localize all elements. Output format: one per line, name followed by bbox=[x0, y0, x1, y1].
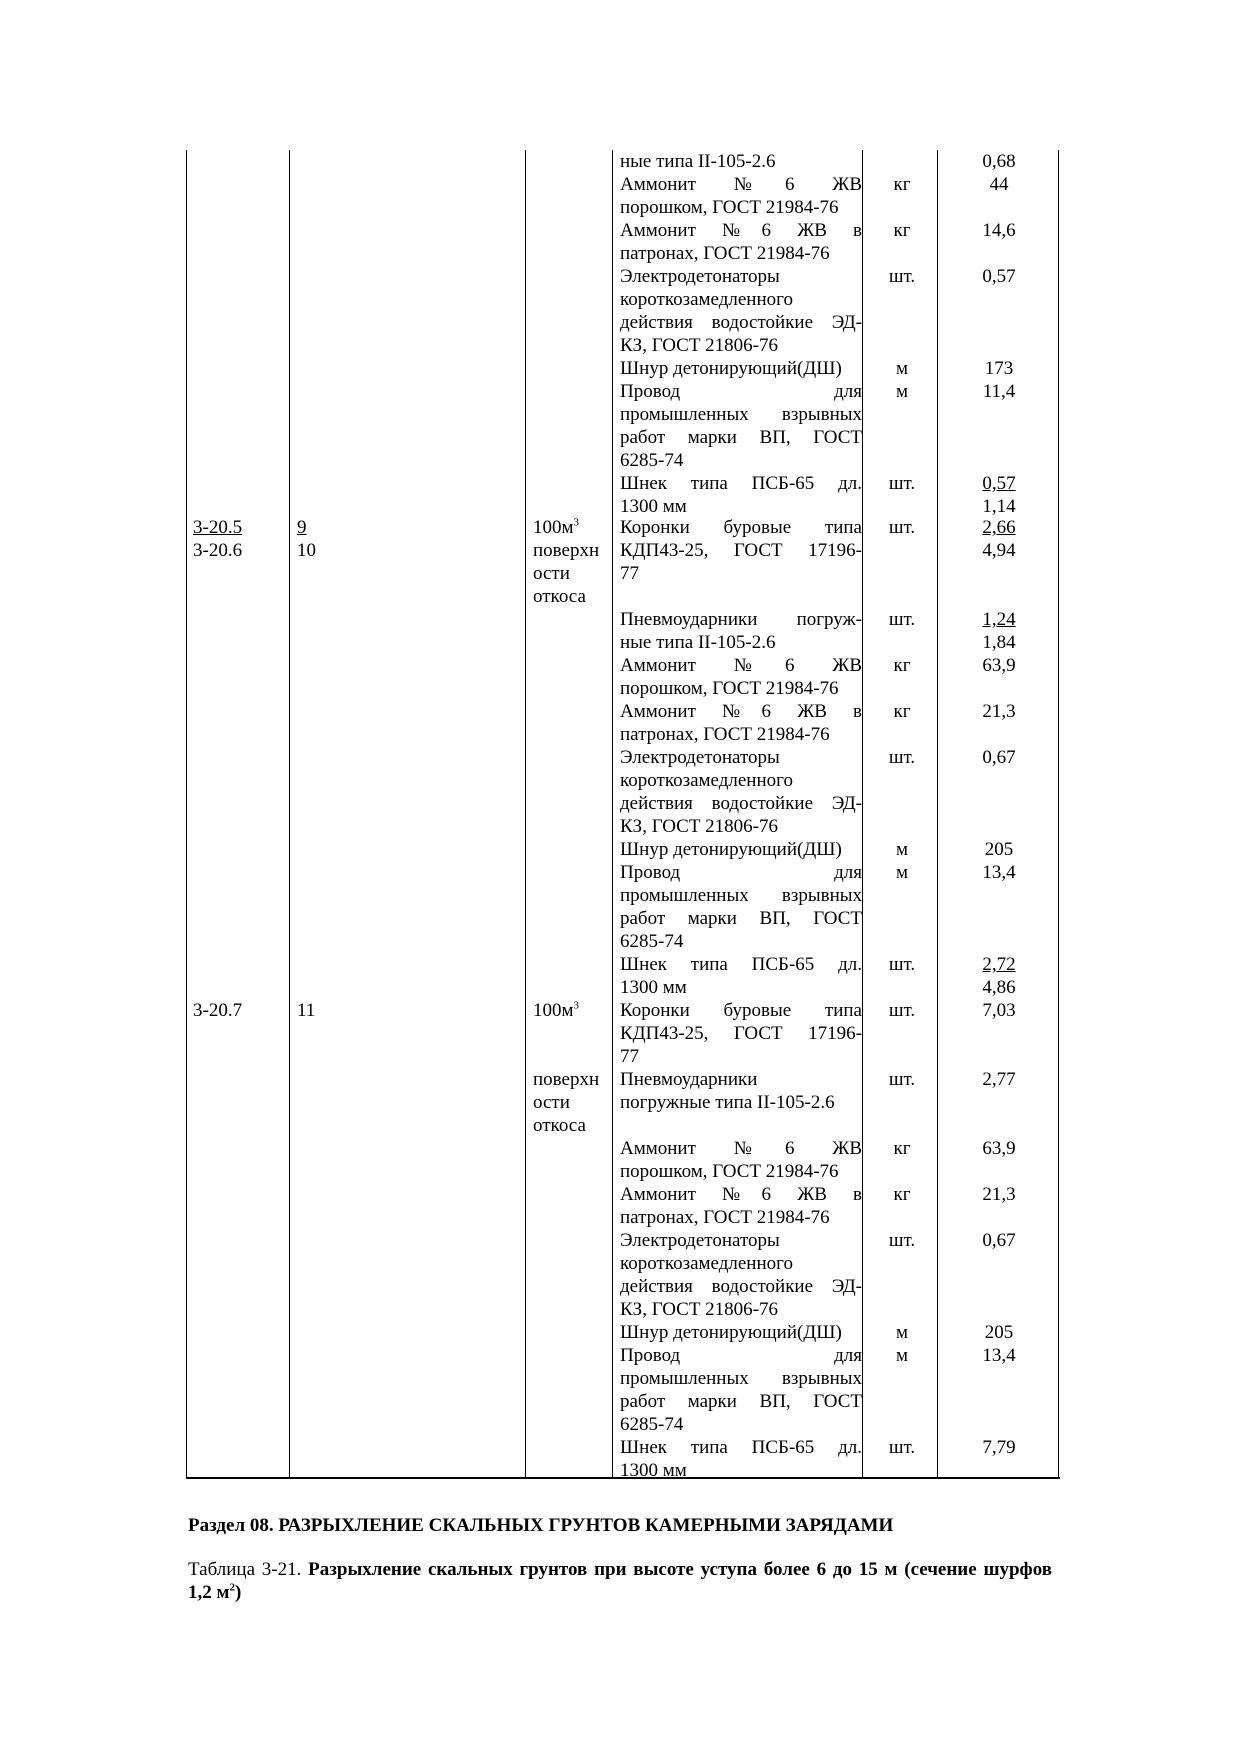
description-line: Шнек типа ПСБ-65 дл. bbox=[620, 1437, 862, 1458]
description-line: Аммонит №6 ЖВ bbox=[620, 174, 862, 195]
measure-unit: шт. bbox=[888, 473, 916, 494]
unit-line: поверхн bbox=[533, 1069, 600, 1090]
description-line: патронах, ГОСТ 21984-76 bbox=[620, 724, 830, 745]
description-line: Шнур детонирующий(ДШ) bbox=[620, 839, 842, 860]
quantity-primary: 173 bbox=[984, 358, 1014, 379]
description-line: 6285-74 bbox=[620, 931, 684, 952]
material-description bbox=[620, 1344, 862, 1436]
quantity-primary: 13,4 bbox=[982, 1345, 1016, 1366]
description-line: порошком, ГОСТ 21984-76 bbox=[620, 197, 839, 218]
table-unit-cell bbox=[533, 999, 579, 1022]
measure-unit: кг bbox=[893, 701, 911, 722]
table-col-rule bbox=[612, 150, 613, 1478]
quantity-primary: 11,4 bbox=[982, 381, 1016, 402]
number-11: 11 bbox=[297, 1000, 316, 1021]
measure-unit: кг bbox=[893, 1138, 911, 1159]
material-description bbox=[620, 999, 862, 1068]
unit-line: ости bbox=[533, 563, 570, 584]
measure-unit: шт. bbox=[888, 954, 916, 975]
material-description bbox=[620, 472, 862, 518]
table-col-rule bbox=[1058, 150, 1059, 1478]
description-line: патронах, ГОСТ 21984-76 bbox=[620, 243, 830, 264]
number-9: 9 bbox=[297, 517, 307, 538]
description-line: Шнек типа ПСБ-65 дл. bbox=[620, 473, 862, 494]
quantity-secondary: 1,84 bbox=[982, 632, 1016, 653]
unit-main: 100м bbox=[533, 517, 574, 538]
quantity-primary: 0,67 bbox=[982, 1230, 1016, 1251]
table-col-rule bbox=[525, 150, 526, 1478]
table-col-rule bbox=[937, 150, 938, 1478]
quantity-value bbox=[940, 380, 1058, 403]
quantity-value bbox=[940, 608, 1058, 654]
unit-sup: 3 bbox=[573, 999, 580, 1012]
description-line: патронах, ГОСТ 21984-76 bbox=[620, 1207, 830, 1228]
quantity-value bbox=[940, 219, 1058, 242]
quantity-value bbox=[940, 1344, 1058, 1367]
measure-unit: кг bbox=[893, 174, 911, 195]
unit-sup: 3 bbox=[573, 516, 580, 529]
table-col-rule bbox=[186, 150, 187, 1478]
description-line: промышленных взрывных bbox=[620, 1368, 862, 1389]
quantity-primary: 44 bbox=[989, 174, 1009, 195]
quantity-value bbox=[940, 654, 1058, 677]
description-line: короткозамедленного bbox=[620, 289, 793, 310]
quantity-primary: 21,3 bbox=[982, 701, 1016, 722]
quantity-primary: 2,66 bbox=[982, 517, 1016, 538]
quantity-secondary: 4,86 bbox=[982, 977, 1016, 998]
measure-unit: м bbox=[895, 358, 909, 379]
description-line: 6285-74 bbox=[620, 450, 684, 471]
quantity-value bbox=[940, 861, 1058, 884]
description-line: Аммонит №6 ЖВ в bbox=[620, 1184, 862, 1205]
material-description bbox=[620, 1321, 862, 1344]
quantity-value bbox=[940, 1137, 1058, 1160]
material-description bbox=[620, 861, 862, 953]
material-description bbox=[620, 516, 862, 585]
description-line: действия водостойкие ЭД- bbox=[620, 312, 862, 333]
quantity-primary: 2,72 bbox=[982, 954, 1016, 975]
description-line: КДП43-25, ГОСТ 17196- bbox=[620, 540, 862, 561]
description-line: Аммонит №6 ЖВ в bbox=[620, 220, 862, 241]
description-line: ные типа II-105-2.6 bbox=[620, 632, 776, 653]
description-line: Электродетонаторы bbox=[620, 747, 780, 768]
measure-unit: кг bbox=[893, 655, 911, 676]
description-line: 1300 мм bbox=[620, 977, 687, 998]
measure-unit: м bbox=[895, 839, 909, 860]
description-line: 77 bbox=[620, 563, 639, 584]
description-line: ные типа II-105-2.6 bbox=[620, 151, 776, 172]
measure-unit: шт. bbox=[888, 1437, 916, 1458]
unit-line: ости bbox=[533, 1092, 570, 1113]
description-line: действия водостойкие ЭД- bbox=[620, 1276, 862, 1297]
table-code-cell bbox=[193, 516, 242, 562]
measure-unit: м bbox=[895, 1345, 909, 1366]
material-description bbox=[620, 1137, 862, 1183]
quantity-value bbox=[940, 1436, 1058, 1459]
measure-unit: шт. bbox=[888, 266, 916, 287]
quantity-value bbox=[940, 999, 1058, 1022]
measure-unit: м bbox=[895, 381, 909, 402]
measure-unit: шт. bbox=[888, 517, 916, 538]
measure-unit: кг bbox=[893, 1184, 911, 1205]
description-line: Пневмоударники bbox=[620, 1069, 758, 1090]
description-line: КЗ, ГОСТ 21806-76 bbox=[620, 335, 779, 356]
unit-line: откоса bbox=[533, 1115, 586, 1136]
material-description bbox=[620, 150, 862, 173]
description-line: КЗ, ГОСТ 21806-76 bbox=[620, 1299, 779, 1320]
quantity-primary: 14,6 bbox=[982, 220, 1016, 241]
description-line: Электродетонаторы bbox=[620, 1230, 780, 1251]
caption-title: Разрыхление скальных грунтов при высоте уступа более 6 до 15 м (сечение шурфов 1,2 м bbox=[188, 1559, 1052, 1603]
measure-unit: шт. bbox=[888, 1000, 916, 1021]
description-line: КДП43-25, ГОСТ 17196- bbox=[620, 1023, 862, 1044]
table-code-cell bbox=[193, 999, 242, 1022]
quantity-primary: 0,67 bbox=[982, 747, 1016, 768]
description-line: короткозамедленного bbox=[620, 1253, 793, 1274]
quantity-value bbox=[940, 173, 1058, 196]
caption-sup: 2 bbox=[229, 1581, 235, 1594]
description-line: Коронки буровые типа bbox=[620, 517, 862, 538]
description-line: КЗ, ГОСТ 21806-76 bbox=[620, 816, 779, 837]
caption-prefix: Таблица 3-21. bbox=[188, 1559, 302, 1580]
quantity-value bbox=[940, 953, 1058, 999]
table-col-rule bbox=[862, 150, 863, 1478]
material-description bbox=[620, 1436, 862, 1482]
quantity-primary: 7,03 bbox=[982, 1000, 1016, 1021]
material-description bbox=[620, 654, 862, 700]
material-description bbox=[620, 357, 862, 380]
quantity-primary: 63,9 bbox=[982, 655, 1016, 676]
quantity-primary: 21,3 bbox=[982, 1184, 1016, 1205]
caption-suffix: ) bbox=[234, 1582, 242, 1603]
description-line: Аммонит №6 ЖВ в bbox=[620, 701, 862, 722]
quantity-value bbox=[940, 472, 1058, 518]
quantity-value bbox=[940, 700, 1058, 723]
description-line: работ марки ВП, ГОСТ bbox=[620, 1391, 862, 1412]
material-description bbox=[620, 380, 862, 472]
table-col-rule bbox=[289, 150, 290, 1478]
quantity-secondary: 4,94 bbox=[982, 540, 1016, 561]
quantity-value bbox=[940, 265, 1058, 288]
description-line: Электродетонаторы bbox=[620, 266, 780, 287]
quantity-primary: 7,79 bbox=[982, 1437, 1016, 1458]
quantity-primary: 205 bbox=[984, 839, 1014, 860]
description-line: работ марки ВП, ГОСТ bbox=[620, 427, 862, 448]
description-line: короткозамедленного bbox=[620, 770, 793, 791]
quantity-value bbox=[940, 357, 1058, 380]
table-unit-cell bbox=[533, 1068, 599, 1137]
description-line: порошком, ГОСТ 21984-76 bbox=[620, 1161, 839, 1182]
quantity-primary: 63,9 bbox=[982, 1138, 1016, 1159]
unit-line: откоса bbox=[533, 586, 586, 607]
table-number-cell bbox=[297, 516, 316, 562]
material-description bbox=[620, 1229, 862, 1321]
measure-unit: шт. bbox=[888, 609, 916, 630]
quantity-primary: 0,57 bbox=[982, 473, 1016, 494]
table-caption bbox=[188, 1558, 1052, 1604]
quantity-value bbox=[940, 1321, 1058, 1344]
quantity-value bbox=[940, 746, 1058, 769]
description-line: 1300 мм bbox=[620, 496, 687, 517]
material-description bbox=[620, 953, 862, 999]
quantity-primary: 1,24 bbox=[982, 609, 1016, 630]
description-line: 77 bbox=[620, 1046, 639, 1067]
table-unit-cell bbox=[533, 516, 599, 608]
material-description bbox=[620, 700, 862, 746]
code-3-20-5: 3-20.5 bbox=[193, 517, 243, 538]
table-number-cell bbox=[297, 999, 315, 1022]
number-10: 10 bbox=[297, 540, 316, 561]
material-description bbox=[620, 1183, 862, 1229]
description-line: порошком, ГОСТ 21984-76 bbox=[620, 678, 839, 699]
description-line: Шнур детонирующий(ДШ) bbox=[620, 358, 842, 379]
description-line: работ марки ВП, ГОСТ bbox=[620, 908, 862, 929]
code-3-20-6: 3-20.6 bbox=[193, 540, 243, 561]
measure-unit: шт. bbox=[888, 1069, 916, 1090]
measure-unit: кг bbox=[893, 220, 911, 241]
description-line: Провод для bbox=[620, 1345, 862, 1366]
measure-unit: м bbox=[895, 1322, 909, 1343]
description-line: Провод для bbox=[620, 381, 862, 402]
description-line: Аммонит №6 ЖВ bbox=[620, 655, 862, 676]
quantity-value bbox=[940, 838, 1058, 861]
description-line: промышленных взрывных bbox=[620, 885, 862, 906]
description-line: действия водостойкие ЭД- bbox=[620, 793, 862, 814]
material-description bbox=[620, 746, 862, 838]
description-line: Провод для bbox=[620, 862, 862, 883]
quantity-value bbox=[940, 150, 1058, 173]
description-line: 6285-74 bbox=[620, 1414, 684, 1435]
description-line: 1300 мм bbox=[620, 1460, 687, 1481]
material-description bbox=[620, 838, 862, 861]
quantity-value bbox=[940, 1068, 1058, 1091]
material-description bbox=[620, 265, 862, 357]
description-line: Пневмоударники погруж- bbox=[620, 609, 862, 630]
quantity-value bbox=[940, 1229, 1058, 1252]
material-description bbox=[620, 219, 862, 265]
quantity-primary: 2,77 bbox=[982, 1069, 1016, 1090]
measure-unit: шт. bbox=[888, 1230, 916, 1251]
description-line: погружные типа II-105-2.6 bbox=[620, 1092, 835, 1113]
description-line: Шнур детонирующий(ДШ) bbox=[620, 1322, 842, 1343]
description-line: промышленных взрывных bbox=[620, 404, 862, 425]
quantity-primary: 0,57 bbox=[982, 266, 1016, 287]
code-3-20-7: 3-20.7 bbox=[193, 1000, 243, 1021]
material-description bbox=[620, 608, 862, 654]
description-line: Коронки буровые типа bbox=[620, 1000, 862, 1021]
quantity-secondary: 1,14 bbox=[982, 496, 1016, 517]
quantity-primary: 0,68 bbox=[982, 151, 1016, 172]
quantity-primary: 13,4 bbox=[982, 862, 1016, 883]
section-heading: Раздел 08. РАЗРЫХЛЕНИЕ СКАЛЬНЫХ ГРУНТОВ КАМЕРНЫМИ ЗАРЯДАМИ bbox=[188, 1515, 894, 1536]
unit-main: 100м bbox=[533, 1000, 574, 1021]
quantity-primary: 205 bbox=[984, 1322, 1014, 1343]
measure-unit: м bbox=[895, 862, 909, 883]
material-description bbox=[620, 173, 862, 219]
measure-unit: шт. bbox=[888, 747, 916, 768]
quantity-value bbox=[940, 1183, 1058, 1206]
description-line: Шнек типа ПСБ-65 дл. bbox=[620, 954, 862, 975]
description-line: Аммонит №6 ЖВ bbox=[620, 1138, 862, 1159]
unit-line: поверхн bbox=[533, 540, 600, 561]
material-description bbox=[620, 1068, 862, 1114]
quantity-value bbox=[940, 516, 1058, 562]
